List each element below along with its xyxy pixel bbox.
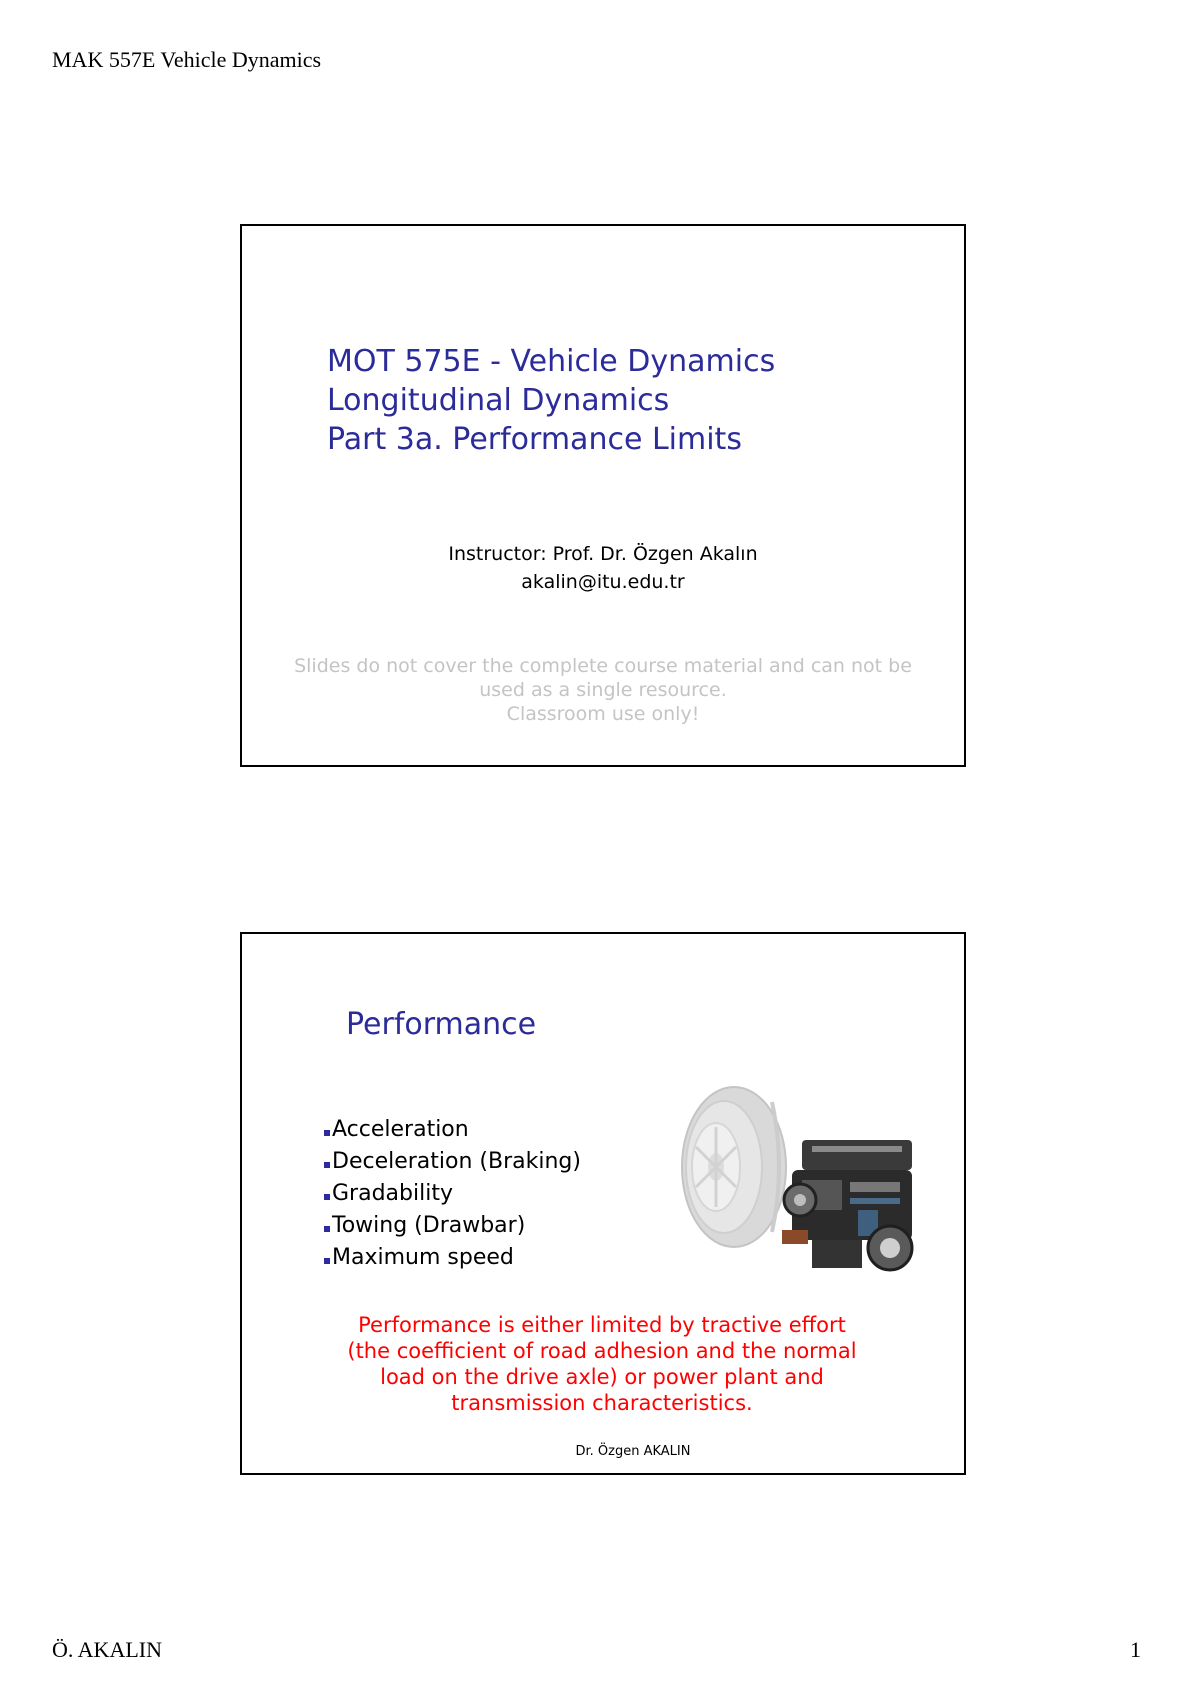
instructor-email: akalin@itu.edu.tr bbox=[521, 571, 685, 593]
disclaimer-line: Slides do not cover the complete course material and can not be bbox=[294, 655, 912, 677]
list-item: Gradability bbox=[324, 1178, 581, 1210]
performance-note bbox=[302, 1312, 902, 1416]
title-line-topic: Longitudinal Dynamics bbox=[327, 383, 670, 418]
instructor-name: Instructor: Prof. Dr. Özgen Akalın bbox=[448, 543, 758, 565]
bullet-icon bbox=[324, 1130, 330, 1136]
note-line: transmission characteristics. bbox=[451, 1391, 753, 1415]
bullet-icon bbox=[324, 1194, 330, 1200]
disclaimer-line: Classroom use only! bbox=[506, 703, 700, 725]
bullet-icon bbox=[324, 1162, 330, 1168]
page-footer-author: Ö. AKALIN bbox=[52, 1637, 162, 1662]
list-item: Maximum speed bbox=[324, 1242, 581, 1274]
slide-2-title: Performance bbox=[346, 1007, 537, 1042]
bullet-icon bbox=[324, 1258, 330, 1264]
performance-list bbox=[324, 1114, 581, 1274]
slide-1-title bbox=[327, 342, 775, 459]
page-header: MAK 557E Vehicle Dynamics bbox=[52, 47, 322, 72]
engine-image bbox=[772, 1130, 932, 1280]
note-line: load on the drive axle) or power plant and bbox=[380, 1365, 824, 1389]
note-line: (the coefficient of road adhesion and the normal bbox=[347, 1339, 857, 1363]
page-number: 1 bbox=[1130, 1637, 1141, 1662]
slide-footer: Dr. Özgen AKALIN bbox=[575, 1444, 691, 1459]
list-item: Acceleration bbox=[324, 1114, 581, 1146]
instructor-info bbox=[242, 540, 964, 596]
slide-1 bbox=[240, 224, 966, 767]
note-line: Performance is either limited by tractive effort bbox=[358, 1313, 846, 1337]
slide-2 bbox=[240, 932, 966, 1475]
disclaimer-line: used as a single resource. bbox=[479, 679, 727, 701]
bullet-icon bbox=[324, 1226, 330, 1232]
title-line-part: Part 3a. Performance Limits bbox=[327, 422, 742, 457]
list-item: Towing (Drawbar) bbox=[324, 1210, 581, 1242]
list-item: Deceleration (Braking) bbox=[324, 1146, 581, 1178]
disclaimer bbox=[242, 654, 964, 726]
title-line-course: MOT 575E - Vehicle Dynamics bbox=[327, 344, 776, 379]
